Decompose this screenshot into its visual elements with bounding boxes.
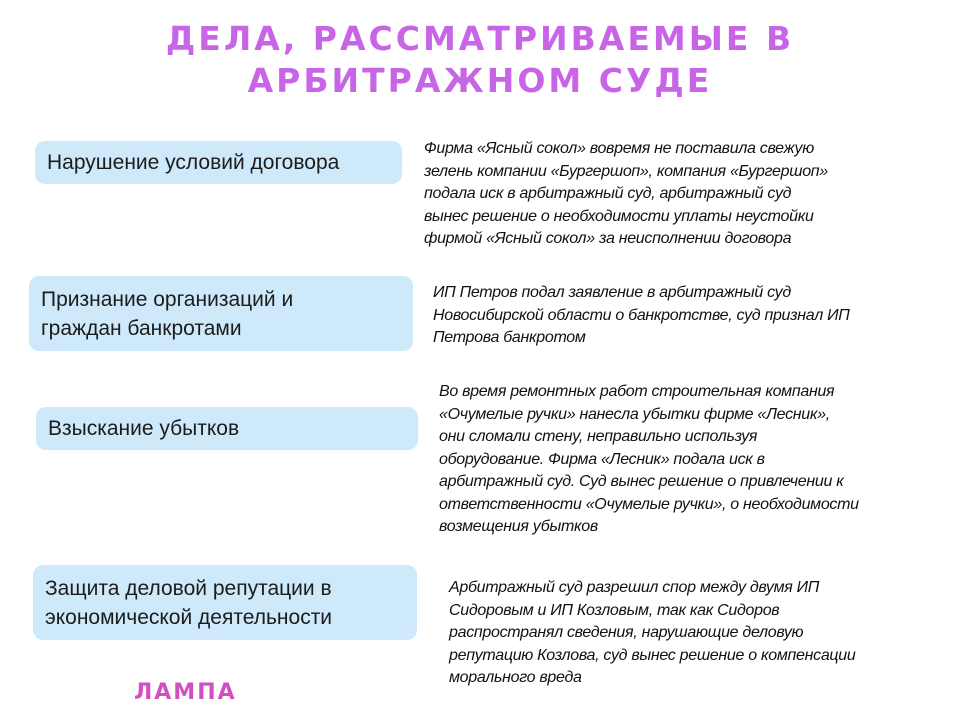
page-title-line-1: ДЕЛА, РАССМАТРИВАЕМЫЕ В bbox=[165, 19, 795, 58]
case-description-business-reputation bbox=[449, 577, 855, 690]
case-term-bankruptcy bbox=[29, 276, 413, 351]
description-line: Во время ремонтных работ строительная компания bbox=[439, 383, 835, 400]
case-description-bankruptcy bbox=[433, 282, 850, 350]
case-term-line: Признание организаций и bbox=[41, 287, 294, 311]
page-title-line-2: АРБИТРАЖНОМ СУДЕ bbox=[247, 61, 713, 100]
case-term-business-reputation bbox=[33, 565, 417, 640]
description-line: Новосибирской области о банкротстве, суд признал ИП bbox=[433, 306, 850, 324]
description-line: фирмой «Ясный сокол» за неисполнении договора bbox=[424, 230, 792, 247]
description-line: возмещения убытков bbox=[439, 518, 598, 535]
case-term-breach-of-contract bbox=[35, 141, 402, 184]
case-description-breach-of-contract bbox=[424, 138, 828, 251]
case-term-damages-recovery bbox=[36, 407, 418, 450]
case-term-line: экономической деятельности bbox=[45, 605, 333, 629]
case-term-line: Защита деловой репутации в bbox=[45, 576, 332, 600]
description-line: они сломали стену, неправильно используя bbox=[439, 428, 758, 445]
description-line: репутацию Козлова, суд вынес решение о компенсации bbox=[449, 646, 856, 664]
description-line: ИП Петров подал заявление в арбитражный суд bbox=[433, 284, 791, 301]
case-term-line: Нарушение условий договора bbox=[47, 151, 340, 174]
lampa-logo: ЛАМПА bbox=[134, 680, 237, 705]
description-line: распространял сведения, нарушающие деловую bbox=[449, 624, 804, 641]
description-line: Петрова банкротом bbox=[433, 329, 586, 346]
description-line: арбитражный суд. Суд вынес решение о привлечении к bbox=[439, 473, 844, 490]
description-line: Сидоровым и ИП Козловым, так как Сидоров bbox=[449, 601, 780, 619]
description-line: подала иск в арбитражный суд, арбитражный суд bbox=[424, 185, 792, 202]
description-line: зелень компании «Бургершоп», компания «Бургершоп» bbox=[424, 162, 828, 180]
description-line: оборудование. Фирма «Лесник» подала иск в bbox=[439, 450, 765, 468]
case-term-line: граждан банкротами bbox=[41, 316, 242, 340]
case-term-line: Взыскание убытков bbox=[48, 417, 240, 440]
description-line: морального вреда bbox=[449, 669, 582, 686]
description-line: ответственности «Очумелые ручки», о необходимости bbox=[439, 495, 859, 513]
page-title bbox=[0, 18, 960, 102]
description-line: Фирма «Ясный сокол» вовремя не поставила свежую bbox=[424, 140, 814, 157]
description-line: «Очумелые ручки» нанесла убытки фирме «Лесник», bbox=[439, 405, 830, 423]
description-line: Арбитражный суд разрешил спор между двумя ИП bbox=[449, 579, 820, 596]
description-line: вынес решение о необходимости уплаты неустойки bbox=[424, 207, 814, 225]
case-description-damages-recovery bbox=[439, 381, 859, 539]
